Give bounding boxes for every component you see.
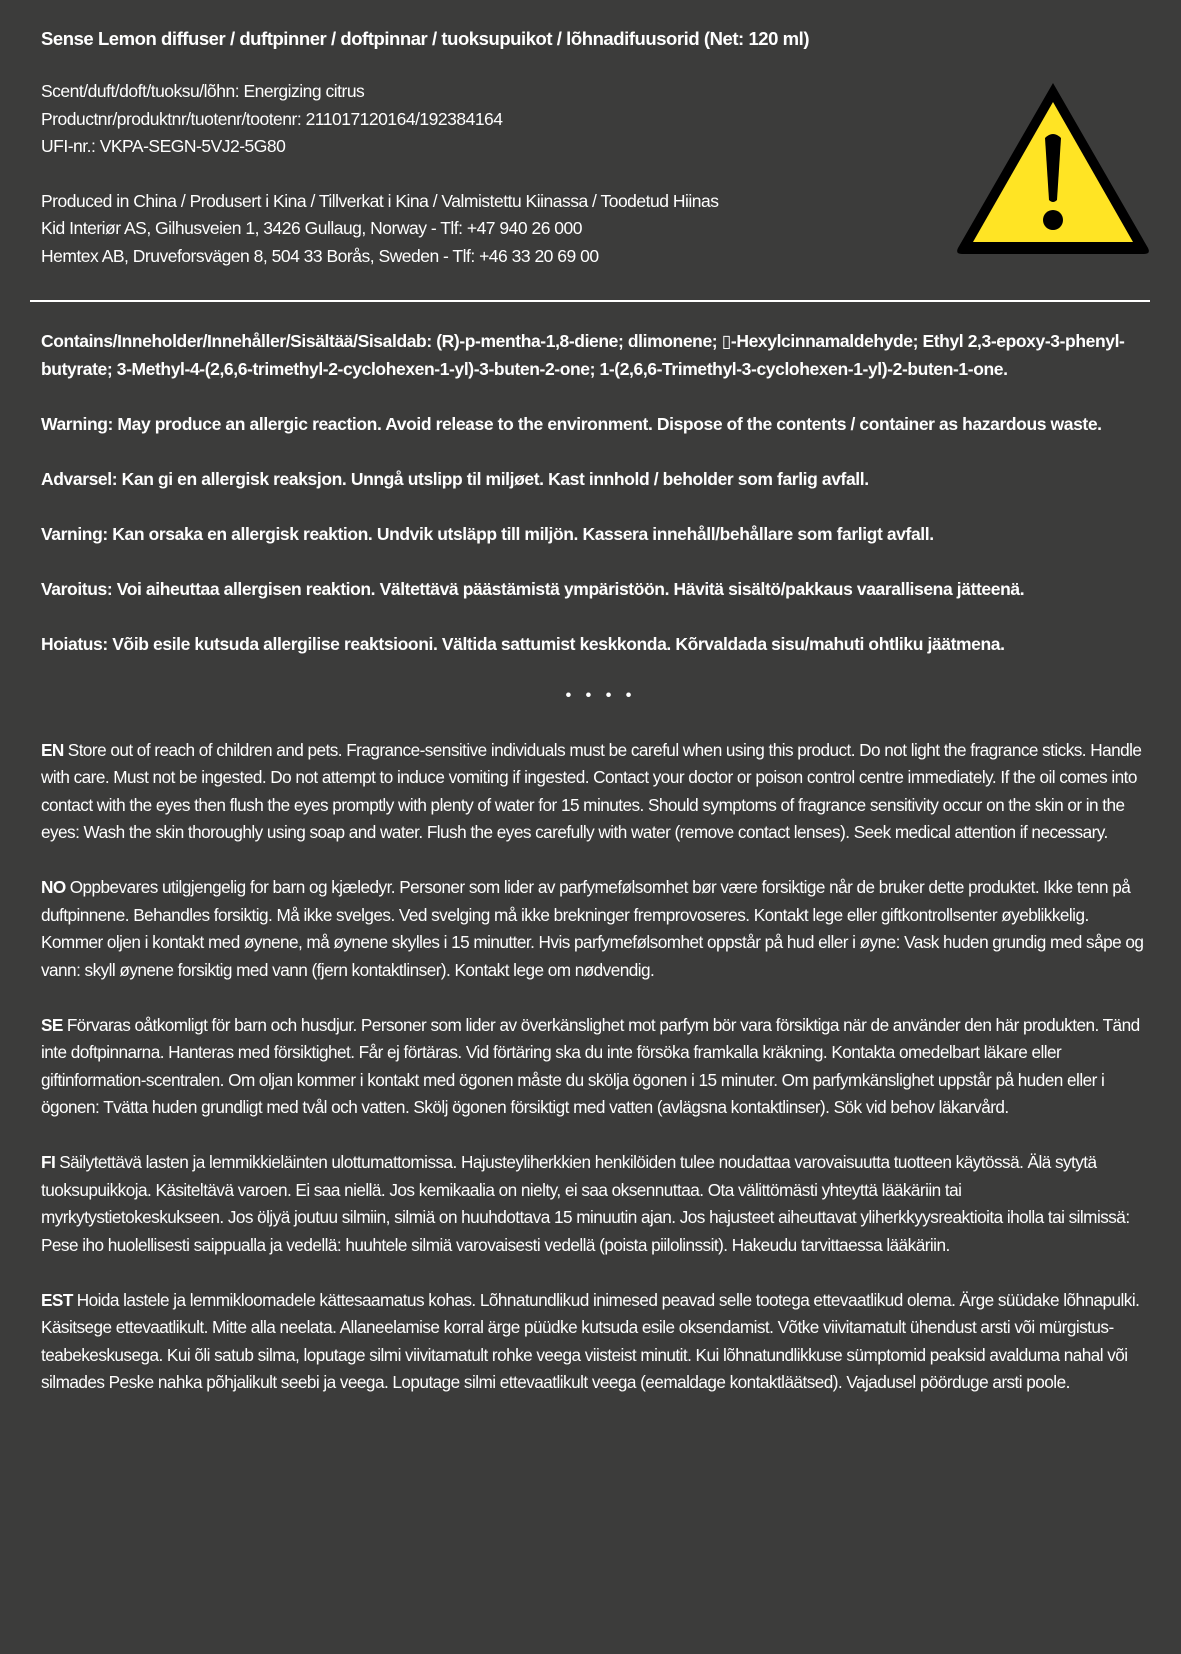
instructions-en [41,737,1146,847]
section-divider [30,300,1150,302]
instructions-est [41,1287,1146,1397]
language-code: EST [41,1289,73,1310]
warning-se: Varning: Kan orsaka en allergisk reaktion. Undvik utsläpp till miljön. Kassera innehåll/behållare som farligt avfall. [41,523,934,544]
instructions-text: Förvaras oåtkomligt för barn och husdjur. Personer som lider av överkänslighet mot parfym bör vara försiktiga när de använder den här produkten. Tänd inte doftpinnarna. Hanteras med försiktighet. Får ej förtäras. Vid förtäring ska du inte försöka framkalla kräkning. Kontakta omedelbart läkare eller giftinformation-scentralen. Om oljan kommer i kontakt med ögonen måste du skölja ögonen i 15 minuter. Om parfymkänslighet uppstår på huden eller i ögonen: Tvätta huden grundligt med tvål och vatten. Skölj ögonen försiktigt med vatten (avlägsna kontaktlinser). Sök vid behov läkarvård. [41,1014,1140,1117]
manufacturer-info [41,188,941,271]
exclamation-dot [1043,210,1063,230]
warning-no: Advarsel: Kan gi en allergisk reaksjon. Unngå utslipp til miljøet. Kast innhold / beholder som farlig avfall. [41,468,869,489]
instructions-fi [41,1149,1146,1259]
instructions-text: Hoida lastele ja lemmikloomadele kättesaamatus kohas. Lõhnatundlikud inimesed peavad selle tootega ettevaatlikud olema. Ärge süüdake lõhnapulki. Käsitsege ettevaatlikult. Mitte alla neelata. Allaneelamise korral ärge püüdke kutsuda esile oksendamist. Võtke viivitamatult ühendust arsti või mürgistus-teabekeskusega. Kui õli satub silma, loputage silmi viivitamatult rohke veega viisteist minutit. Kui lõhnatundlikkuse sümptomid peaksid avalduma nahal või silmades Peske nahka põhjalikult seebi ja veega. Loputage silmi ettevaatlikult veega (eemaldage kontaktläätsed). Vajadusel pöörduge arsti poole. [41,1289,1140,1392]
address-norway: Kid Interiør AS, Gilhusveien 1, 3426 Gullaug, Norway - Tlf: +47 940 26 000 [41,218,582,238]
instructions-text: Säilytettävä lasten ja lemmikkieläinten ulottumattomissa. Hajusteyliherkkien henkilöiden tulee noudattaa varovaisuutta tuotteen käytössä. Älä sytytä tuoksupuikkoja. Käsiteltävä varoen. Ei saa niellä. Jos kemikaalia on nielty, ei saa oksennuttaa. Ota välittömästi yhteyttä lääkäriin tai myrkytystietokeskukseen. Jos öljyä joutuu silmiin, silmiä on huuhdottava 15 minuutin ajan. Jos hajusteet aiheuttavat yliherkkyysreaktioita iholla tai silmissä: Pese iho huolellisesti saippualla ja vedellä: huuhtele silmiä varovaisesti vedellä (poista piilolinssit). Hakeudu tarvittaessa lääkäriin. [41,1152,1130,1255]
product-title: Sense Lemon diffuser / duftpinner / doftpinnar / tuoksupuikot / lõhnadifuusorid (Net: 120 ml) [41,28,810,49]
label-header [41,26,941,270]
dot-separator: • • • • [565,686,637,704]
warning-triangle-icon [955,80,1151,256]
language-code: FI [41,1152,56,1172]
ufi-line: UFI-nr.: VKPA-SEGN-5VJ2-5G80 [41,136,286,156]
address-sweden: Hemtex AB, Druveforsvägen 8, 504 33 Borås, Sweden - Tlf: +46 33 20 69 00 [41,245,599,266]
instructions-text: Store out of reach of children and pets. Fragrance-sensitive individuals must be careful when using this product. Do not light the fragrance sticks. Handle with care. Must not be ingested. Do not attempt to induce vomiting if ingested. Contact your doctor or poison control centre immediately. If the oil comes into contact with the eyes then flush the eyes promptly with plenty of water for 15 minutes. Should symptoms of fragrance sensitivity occur on the skin or in the eyes: Wash the skin thoroughly using soap and water. Flush the eyes carefully with water (remove contact lenses). Seek medical attention if necessary. [41,739,1142,842]
origin-line: Produced in China / Produsert i Kina / Tillverkat i Kina / Valmistettu Kiinassa / Toodetud Hiinas [41,190,719,211]
product-info [41,78,941,161]
language-code: NO [41,877,66,897]
product-number-line: Productnr/produktnr/tuotenr/tootenr: 211017120164/192384164 [41,108,503,129]
warning-est: Hoiatus: Võib esile kutsuda allergilise reaktsiooni. Vältida sattumist keskkonda. Kõrvaldada sisu/mahuti ohtliku jäätmena. [41,633,1005,654]
warning-en: Warning: May produce an allergic reaction. Avoid release to the environment. Dispose of the contents / container as hazardous waste. [41,413,1102,434]
warning-fi: Varoitus: Voi aiheuttaa allergisen reaktion. Vältettävä päästämistä ympäristöön. Hävitä sisältö/pakkaus vaarallisena jätteenä. [41,578,1025,599]
label-body [41,328,1146,1424]
scent-line: Scent/duft/doft/tuoksu/lõhn: Energizing citrus [41,81,365,101]
instructions-no [41,874,1146,984]
language-code: EN [41,739,64,760]
language-code: SE [41,1014,63,1035]
ingredients-text: Contains/Inneholder/Innehåller/Sisältää/Sisaldab: (R)-p-mentha-1,8-diene; dlimonene; ▯-Hexylcinnamaldehyde; Ethyl 2,3-epoxy-3-phenyl-butyrate; 3-Methyl-4-(2,6,6-trimethyl-2-cyclohexen-1-yl)-3-buten-2-one; 1-(2,6,6-Trimethyl-3-cyclohexen-1-yl)-2-buten-1-one. [41,331,1125,379]
instructions-text: Oppbevares utilgjengelig for barn og kjæledyr. Personer som lider av parfymefølsomhet bør være forsiktige når de bruker dette produktet. Ikke tenn på duftpinnene. Behandles forsiktig. Må ikke svelges. Ved svelging må ikke brekninger fremprovoseres. Kontakt lege eller giftkontrollsenter øyeblikkelig. Kommer oljen i kontakt med øynene, må øynene skylles i 15 minutter. Hvis parfymefølsomhet oppstår på hud eller i øyne: Vask huden grundig med såpe og vann: skyll øynene forsiktig med vann (fjern kontaktlinser). Kontakt lege om nødvendig. [41,877,1144,980]
instructions-se [41,1012,1146,1122]
